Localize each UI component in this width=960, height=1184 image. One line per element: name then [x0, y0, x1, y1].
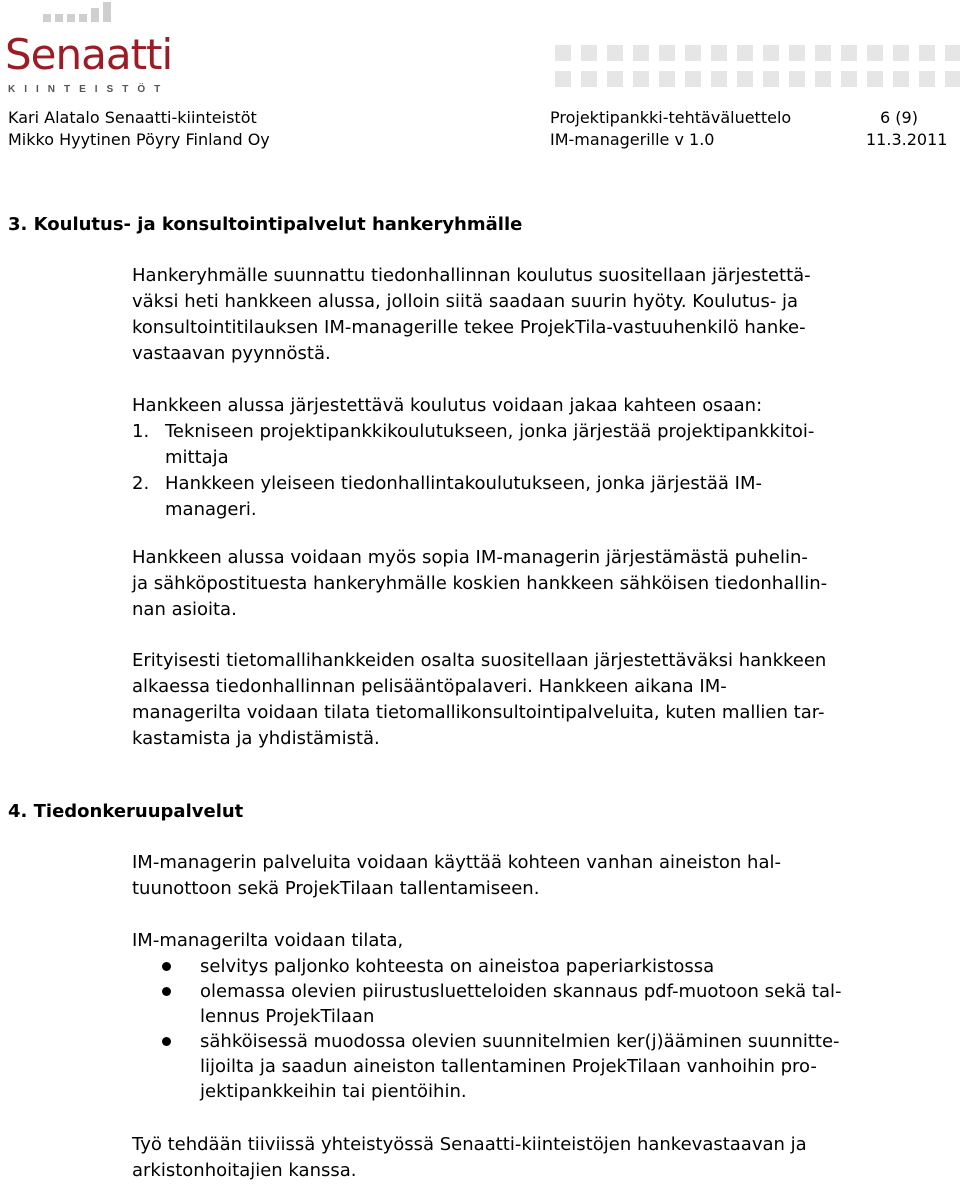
- author-line-1: Kari Alatalo Senaatti-kiinteistöt: [8, 108, 257, 127]
- bullet-icon: [162, 987, 171, 996]
- text-line: selvitys paljonko kohteesta on aineistoa paperiarkistossa: [200, 956, 715, 977]
- text-line: IM-managerin palveluita voidaan käyttää kohteen vanhan aineiston hal-: [132, 852, 781, 873]
- text-line: managerilta voidaan tilata tietomallikonsultointipalveluita, kuten mallien tar-: [132, 702, 825, 723]
- list-item-text: Tekniseen projektipankkikoulutukseen, jonka järjestää projektipankkitoi-: [165, 421, 815, 442]
- text-line: alkaessa tiedonhallinnan pelisääntöpalaveri. Hankkeen aikana IM-: [132, 676, 727, 697]
- section-3-heading: 3. Koulutus- ja konsultointipalvelut hankeryhmälle: [8, 214, 523, 235]
- bullet-item: [200, 1029, 840, 1104]
- text-line: arkistonhoitajien kanssa.: [132, 1160, 357, 1181]
- text-line: konsultointitilauksen IM-managerille tekee ProjekTila-vastuuhenkilö hanke-: [132, 317, 806, 338]
- text-line: olemassa olevien piirustusluetteloiden skannaus pdf-muotoon sekä tal-: [200, 981, 842, 1002]
- list-item-text: manageri.: [165, 499, 257, 520]
- document-date: 11.3.2011: [866, 130, 948, 149]
- bullet-icon: [162, 962, 171, 971]
- bullet-icon: [162, 1037, 171, 1046]
- bullet-item: [200, 979, 842, 1029]
- list-item-text: Hankkeen yleiseen tiedonhallintakoulutukseen, jonka järjestää IM-: [165, 473, 762, 494]
- text-line: ja sähköpostituesta hankeryhmälle koskien hankkeen sähköisen tiedonhallin-: [132, 573, 828, 594]
- section-3-paragraph-3: [132, 545, 950, 623]
- text-line: Hankkeen alussa järjestettävä koulutus voidaan jakaa kahteen osaan:: [132, 395, 763, 416]
- brand-name: Senaatti: [5, 30, 173, 79]
- text-line: jektipankkeihin tai pientöihin.: [200, 1081, 467, 1102]
- section-4-list-intro: [132, 928, 950, 954]
- author-line-2: Mikko Hyytinen Pöyry Finland Oy: [8, 130, 270, 149]
- text-line: Hankeryhmälle suunnattu tiedonhallinnan koulutus suositellaan järjestettä-: [132, 265, 811, 286]
- text-line: lijoilta ja saadun aineiston tallentaminen ProjekTilaan vanhoihin pro-: [200, 1056, 817, 1077]
- text-line: väksi heti hankkeen alussa, jolloin siitä saadaan suurin hyöty. Koulutus- ja: [132, 291, 799, 312]
- text-line: tuunottoon sekä ProjekTilaan tallentamiseen.: [132, 878, 540, 899]
- section-3-paragraph-1: [132, 263, 950, 367]
- text-line: sähköisessä muodossa olevien suunnitelmien ker(j)ääminen suunnitte-: [200, 1031, 840, 1052]
- decorative-grid: [555, 45, 960, 105]
- section-4-heading: 4. Tiedonkeruupalvelut: [8, 801, 244, 822]
- text-line: vastaavan pyynnöstä.: [132, 343, 331, 364]
- list-number: 1.: [132, 421, 150, 442]
- bullet-item: [200, 954, 714, 979]
- list-number: 2.: [132, 473, 150, 494]
- text-line: lennus ProjekTilaan: [200, 1006, 375, 1027]
- text-line: Erityisesti tietomallihankkeiden osalta suositellaan järjestettäväksi hankkeen: [132, 650, 827, 671]
- section-3-paragraph-4: [132, 648, 950, 752]
- text-line: nan asioita.: [132, 599, 237, 620]
- text-line: Hankkeen alussa voidaan myös sopia IM-managerin järjestämästä puhelin-: [132, 547, 808, 568]
- section-4-paragraph-1: [132, 850, 950, 902]
- document-title-line-2: IM-managerille v 1.0: [550, 130, 715, 149]
- document-title-line-1: Projektipankki-tehtäväluettelo: [550, 108, 792, 127]
- page-number: 6 (9): [880, 108, 918, 127]
- text-line: kastamista ja yhdistämistä.: [132, 728, 380, 749]
- section-4-paragraph-3: [132, 1132, 950, 1184]
- list-item-text: mittaja: [165, 447, 229, 468]
- section-3-list-intro: [132, 393, 950, 419]
- text-line: Työ tehdään tiiviissä yhteistyössä Senaatti-kiinteistöjen hankevastaavan ja: [132, 1134, 807, 1155]
- brand-subtitle: KIINTEISTÖT: [8, 84, 170, 95]
- text-line: IM-managerilta voidaan tilata,: [132, 930, 404, 951]
